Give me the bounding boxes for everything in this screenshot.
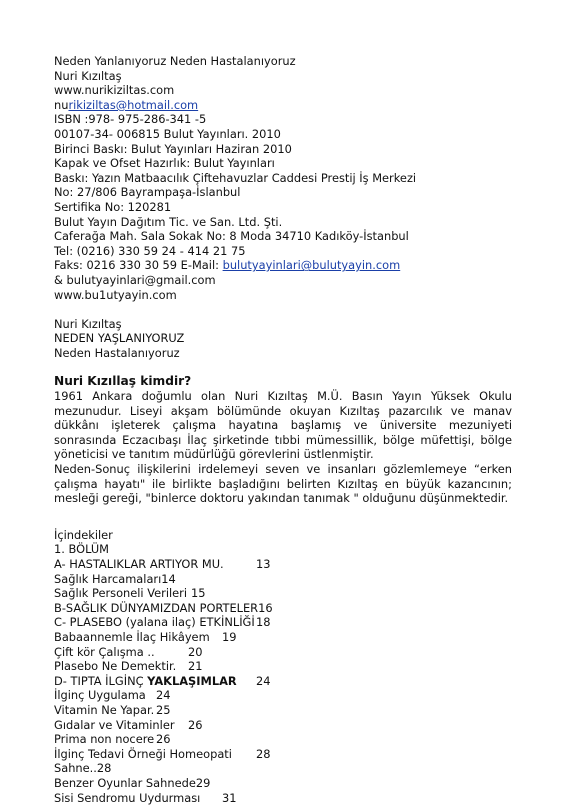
toc-label: Sisi Sendromu Uydurması bbox=[54, 791, 200, 805]
toc-list bbox=[54, 557, 512, 805]
toc-label: Sağlık Personeli Verileri bbox=[54, 586, 187, 600]
toc-label: Benzer Oyunlar Sahnede bbox=[54, 776, 196, 790]
spacer bbox=[54, 360, 512, 370]
toc-page: 14 bbox=[161, 572, 176, 586]
toc-label: İlginç Tedavi Örneği Homeopati bbox=[54, 747, 232, 761]
toc-page: 29 bbox=[196, 776, 211, 790]
toc-page: 18 bbox=[256, 615, 271, 630]
toc-entry bbox=[54, 688, 512, 703]
title-upper: NEDEN YAŞLANIYORUZ bbox=[54, 331, 512, 346]
email-link[interactable]: rikiziltas@hotmail.com bbox=[68, 98, 198, 112]
toc-page: 31 bbox=[222, 791, 237, 805]
toc-entry bbox=[54, 586, 512, 601]
toc-page: 28 bbox=[256, 747, 271, 762]
document-page bbox=[54, 54, 512, 805]
toc-label: Gıdalar ve Vitaminler bbox=[54, 718, 175, 732]
toc-page: 20 bbox=[188, 645, 203, 660]
toc-entry bbox=[54, 761, 512, 776]
website-secondary: www.bu1utyayin.com bbox=[54, 288, 512, 303]
toc-page: 26 bbox=[156, 732, 171, 747]
toc-entry bbox=[54, 630, 512, 645]
toc-label: Sağlık Harcamaları bbox=[54, 572, 161, 586]
toc-part: 1. BÖLÜM bbox=[54, 542, 512, 557]
toc-entry bbox=[54, 601, 512, 616]
imprint-website: www.nurikiziltas.com bbox=[54, 83, 512, 98]
imprint-author: Nuri Kızıltaş bbox=[54, 69, 512, 84]
title-lower: Neden Hastalanıyoruz bbox=[54, 346, 512, 361]
email-secondary: & bulutyayinlari@gmail.com bbox=[54, 273, 512, 288]
toc-entry bbox=[54, 791, 512, 805]
fax-line bbox=[54, 258, 512, 273]
spacer bbox=[54, 302, 512, 317]
toc-entry bbox=[54, 645, 512, 660]
toc-label: B-SAĞLIK DÜNYAMIZDAN PORTELER bbox=[54, 601, 258, 615]
toc-entry bbox=[54, 732, 512, 747]
title-author: Nuri Kızıltaş bbox=[54, 317, 512, 332]
toc-label: Babaannemle İlaç Hikâyem bbox=[54, 630, 210, 644]
cover-credit: Kapak ve Ofset Hazırlık: Bulut Yayınları bbox=[54, 156, 512, 171]
fax-email-link[interactable]: bulutyayinlari@bulutyayin.com bbox=[223, 258, 401, 272]
telephone: Tel: (0216) 330 59 24 - 414 21 75 bbox=[54, 244, 512, 259]
toc-page: 21 bbox=[188, 659, 203, 674]
toc-label: Vitamin Ne Yapar. bbox=[54, 703, 154, 717]
toc-label: Plasebo Ne Demektir. bbox=[54, 659, 176, 673]
toc-entry bbox=[54, 747, 512, 762]
spacer bbox=[54, 506, 512, 528]
toc-entry bbox=[54, 615, 512, 630]
fax-text: Faks: 0216 330 30 59 E-Mail: bbox=[54, 258, 223, 272]
toc-entry bbox=[54, 703, 512, 718]
isbn: ISBN :978- 975-286-341 -5 bbox=[54, 112, 512, 127]
toc-label: Prima non nocere bbox=[54, 732, 154, 746]
toc-page: 24 bbox=[156, 688, 171, 703]
bio-paragraph-1: 1961 Ankara doğumlu olan Nuri Kızıltaş M.Ü. Basın Yayın Yüksek Okulu mezunudur. Liseyi akşam bölümünde okuyan Kızıltaş pazarcılık ve manav dükkânı işleterek çalışma hayatına başlamış ve üniversite mezuniyeti sonrasında Eczacıbaşı İlaç şirketinde tıbbi mümessillik, bölge müfettişi, bölge yöneticisi ve tanıtım müdürlüğü görevlerini üstlenmiştir. bbox=[54, 389, 512, 462]
toc-entry bbox=[54, 674, 512, 689]
toc-label: İlginç Uygulama bbox=[54, 688, 146, 702]
toc-entry bbox=[54, 572, 512, 587]
toc-label-bold: YAKLAŞIMLAR bbox=[147, 674, 237, 688]
toc-label: Çift kör Çalışma .. bbox=[54, 645, 155, 659]
toc-page: 26 bbox=[188, 718, 203, 733]
publisher-code: 00107-34- 006815 Bulut Yayınları. 2010 bbox=[54, 127, 512, 142]
toc-page: 15 bbox=[191, 586, 206, 601]
toc-label: Sahne..28 bbox=[54, 761, 111, 775]
toc-label: D- TIPTA İLGİNÇ bbox=[54, 674, 147, 688]
print-line-1: Baskı: Yazın Matbaacılık Çiftehavuzlar Caddesi Prestij İş Merkezi bbox=[54, 171, 512, 186]
toc-label: C- PLASEBO (yalana ilaç) ETKİNLİĞİ bbox=[54, 615, 255, 629]
print-line-2: No: 27/806 Bayrampaşa-İslanbul bbox=[54, 185, 512, 200]
toc-page: 19 bbox=[222, 630, 237, 645]
toc-page: 24 bbox=[256, 674, 271, 689]
certificate: Sertifika No: 120281 bbox=[54, 200, 512, 215]
address: Caferağa Mah. Sala Sokak No: 8 Moda 34710 Kadıköy-İstanbul bbox=[54, 229, 512, 244]
toc-entry bbox=[54, 776, 512, 791]
email-prefix: nu bbox=[54, 98, 68, 112]
toc-page: 25 bbox=[156, 703, 171, 718]
toc-page: 16 bbox=[258, 601, 273, 615]
toc-page: 13 bbox=[256, 557, 271, 572]
imprint-title: Neden Yanlanıyoruz Neden Hastalanıyoruz bbox=[54, 54, 512, 69]
toc-entry bbox=[54, 659, 512, 674]
toc-label: A- HASTALIKLAR ARTIYOR MU. bbox=[54, 557, 224, 571]
imprint-email-line bbox=[54, 98, 512, 113]
bio-paragraph-2: Neden-Sonuç ilişkilerini irdelemeyi seven ve insanları gözlemlemeye “erken çalışma hayatı" ile birlikte başladığını belirten Kızıltaş en büyük kazancının; mesleği gereği, "binlerce doktoru yakından tanımak " olduğunu düşünmektedir. bbox=[54, 462, 512, 506]
toc-heading: İçindekiler bbox=[54, 528, 512, 543]
distributor: Bulut Yayın Dağıtım Tic. ve San. Ltd. Şti. bbox=[54, 215, 512, 230]
toc-entry bbox=[54, 718, 512, 733]
toc-entry bbox=[54, 557, 512, 572]
edition: Birinci Baskı: Bulut Yayınları Haziran 2010 bbox=[54, 142, 512, 157]
bio-heading: Nuri Kızıllaş kimdir? bbox=[54, 374, 512, 389]
